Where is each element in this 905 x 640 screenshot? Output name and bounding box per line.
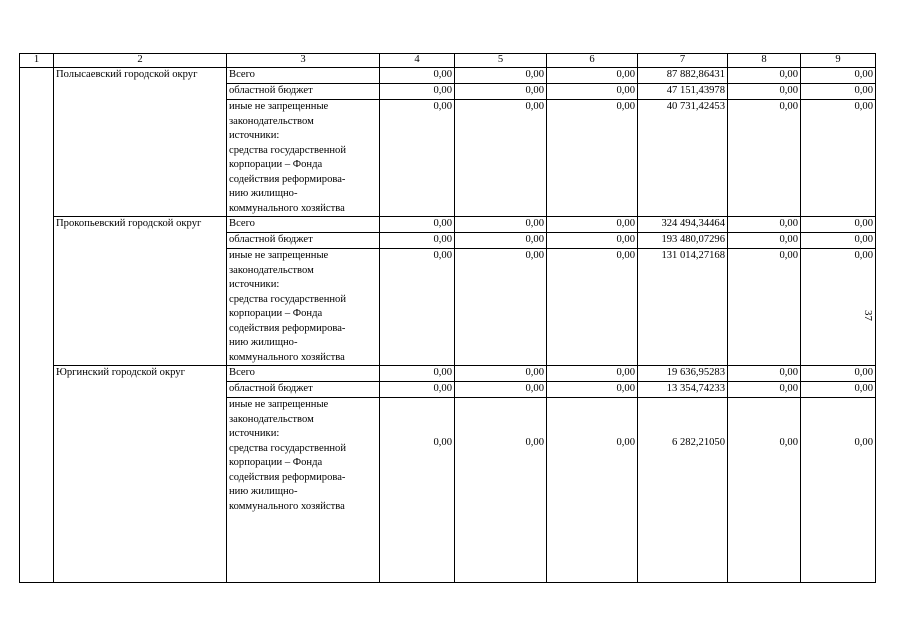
value-cell: 0,00 <box>728 68 801 84</box>
municipality-name: Юргинский городской округ <box>54 366 227 583</box>
page-number: 37 <box>862 310 874 321</box>
value-cell: 13 354,74233 <box>638 382 728 398</box>
value-cell: 0,00 <box>801 217 876 233</box>
municipality-name: Прокопьевский городской округ <box>54 217 227 366</box>
value-cell: 40 731,42453 <box>638 100 728 217</box>
value-cell: 0,00 <box>801 398 876 583</box>
value-cell: 0,00 <box>455 100 547 217</box>
value-cell: 131 014,27168 <box>638 249 728 366</box>
source-cell: областной бюджет <box>227 233 380 249</box>
value-cell: 0,00 <box>455 233 547 249</box>
value-cell: 0,00 <box>380 249 455 366</box>
header-col-8: 8 <box>728 54 801 68</box>
value-cell: 0,00 <box>455 217 547 233</box>
header-col-3: 3 <box>227 54 380 68</box>
value-cell: 0,00 <box>380 382 455 398</box>
value-cell: 0,00 <box>455 84 547 100</box>
value-cell: 193 480,07296 <box>638 233 728 249</box>
header-col-4: 4 <box>380 54 455 68</box>
value-cell: 0,00 <box>728 84 801 100</box>
municipality-name: Полысаевский городской округ <box>54 68 227 217</box>
source-cell: иные не запрещенные законодательством источники: средства государственной корпорации – Фонда содействия реформирова- нию жилищно- коммунального хозяйства <box>227 100 380 217</box>
value-cell: 0,00 <box>380 398 455 583</box>
value-cell: 0,00 <box>728 233 801 249</box>
row-number-cell <box>20 68 54 583</box>
value-cell: 0,00 <box>380 68 455 84</box>
value-cell: 0,00 <box>728 100 801 217</box>
value-cell: 0,00 <box>547 68 638 84</box>
value-cell: 0,00 <box>380 84 455 100</box>
value-cell: 6 282,21050 <box>638 398 728 583</box>
value-cell: 0,00 <box>455 366 547 382</box>
value-cell: 0,00 <box>547 249 638 366</box>
value-cell: 0,00 <box>728 249 801 366</box>
table-row <box>20 366 876 382</box>
value-cell: 0,00 <box>547 382 638 398</box>
value-cell: 0,00 <box>380 233 455 249</box>
value-cell: 0,00 <box>547 233 638 249</box>
value-cell: 0,00 <box>455 398 547 583</box>
value-cell: 0,00 <box>728 382 801 398</box>
source-cell: областной бюджет <box>227 84 380 100</box>
value-cell: 47 151,43978 <box>638 84 728 100</box>
value-cell: 0,00 <box>728 366 801 382</box>
value-cell: 0,00 <box>801 233 876 249</box>
value-cell: 0,00 <box>801 100 876 217</box>
value-cell: 0,00 <box>380 100 455 217</box>
value-cell: 0,00 <box>455 382 547 398</box>
header-col-5: 5 <box>455 54 547 68</box>
header-col-6: 6 <box>547 54 638 68</box>
value-cell: 0,00 <box>728 398 801 583</box>
value-cell: 0,00 <box>547 84 638 100</box>
source-cell: областной бюджет <box>227 382 380 398</box>
value-cell: 0,00 <box>801 84 876 100</box>
value-cell: 0,00 <box>801 249 876 366</box>
header-col-1: 1 <box>20 54 54 68</box>
source-cell: Всего <box>227 68 380 84</box>
source-cell: Всего <box>227 217 380 233</box>
value-cell: 87 882,86431 <box>638 68 728 84</box>
value-cell: 0,00 <box>801 382 876 398</box>
value-cell: 0,00 <box>801 68 876 84</box>
source-cell: Всего <box>227 366 380 382</box>
value-cell: 0,00 <box>547 398 638 583</box>
header-col-7: 7 <box>638 54 728 68</box>
value-cell: 19 636,95283 <box>638 366 728 382</box>
header-row <box>20 54 876 68</box>
value-cell: 0,00 <box>455 249 547 366</box>
value-cell: 0,00 <box>801 366 876 382</box>
value-cell: 0,00 <box>547 217 638 233</box>
source-cell: иные не запрещенные законодательством источники: средства государственной корпорации – Фонда содействия реформирова- нию жилищно- коммунального хозяйства <box>227 398 380 583</box>
value-cell: 0,00 <box>547 366 638 382</box>
budget-table <box>19 53 876 583</box>
header-col-9: 9 <box>801 54 876 68</box>
source-cell: иные не запрещенные законодательством источники: средства государственной корпорации – Фонда содействия реформирова- нию жилищно- коммунального хозяйства <box>227 249 380 366</box>
value-cell: 0,00 <box>728 217 801 233</box>
table-row <box>20 68 876 84</box>
value-cell: 0,00 <box>547 100 638 217</box>
value-cell: 0,00 <box>380 366 455 382</box>
value-cell: 0,00 <box>380 217 455 233</box>
header-col-2: 2 <box>54 54 227 68</box>
value-cell: 324 494,34464 <box>638 217 728 233</box>
table-row <box>20 217 876 233</box>
value-cell: 0,00 <box>455 68 547 84</box>
